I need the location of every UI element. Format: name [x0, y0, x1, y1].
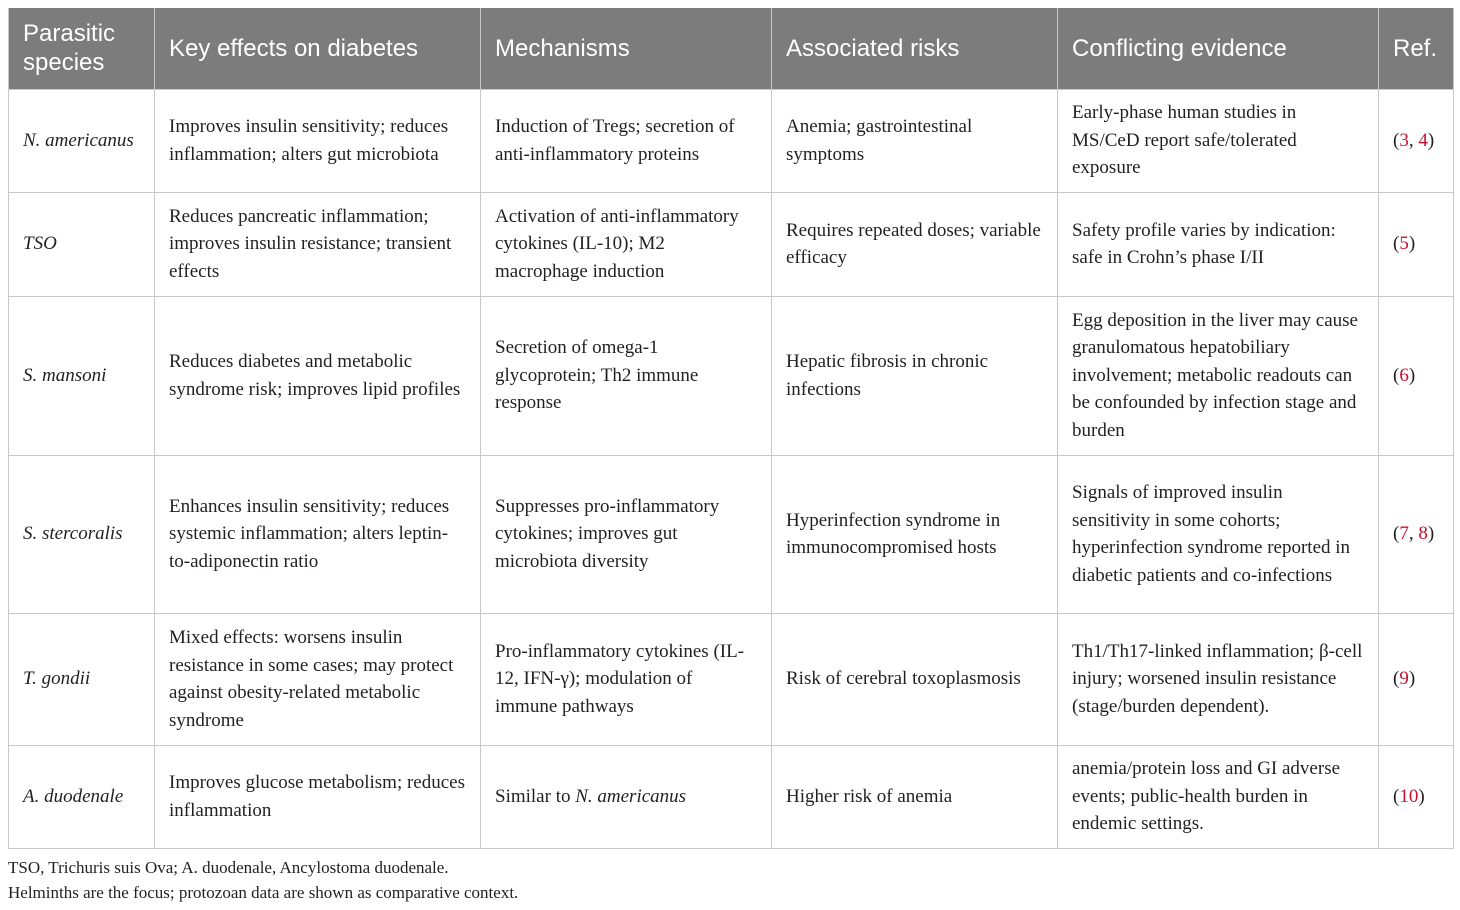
mechanisms-cell: [481, 745, 772, 848]
header-ref: Ref.: [1379, 8, 1454, 89]
table-footnotes: [8, 855, 518, 905]
header-species: Parasitic species: [9, 8, 155, 89]
table-row: [9, 745, 1454, 848]
reference-link[interactable]: 8: [1418, 523, 1428, 545]
parasite-diabetes-table: [8, 8, 1454, 849]
ref-cell: (5): [1379, 192, 1454, 296]
ref-cell: (10): [1379, 745, 1454, 848]
mechanisms-cell: [481, 613, 772, 745]
table-row: [9, 192, 1454, 296]
effects-cell: Improves insulin sensitivity; reduces inflammation; alters gut microbiota: [155, 89, 481, 192]
species-cell: A. duodenale: [9, 745, 155, 848]
header-effects: Key effects on diabetes: [155, 8, 481, 89]
reference-link[interactable]: 7: [1399, 523, 1409, 545]
evidence-cell: Safety profile varies by indication: safe in Crohn’s phase I/II: [1058, 192, 1379, 296]
header-mechanisms: Mechanisms: [481, 8, 772, 89]
table-row: [9, 455, 1454, 613]
reference-link[interactable]: 9: [1399, 668, 1409, 690]
evidence-cell: anemia/protein loss and GI adverse events; public-health burden in endemic settings.: [1058, 745, 1379, 848]
effects-cell: Improves glucose metabolism; reduces inflammation: [155, 745, 481, 848]
mechanism-text: N. americanus: [575, 785, 687, 807]
effects-cell: Reduces pancreatic inflammation; improves insulin resistance; transient effects: [155, 192, 481, 296]
reference-link[interactable]: 3: [1399, 129, 1409, 151]
table-row: [9, 296, 1454, 455]
mechanism-text: Similar to: [495, 785, 576, 807]
species-cell: S. stercoralis: [9, 455, 155, 613]
table-row: [9, 613, 1454, 745]
evidence-cell: Th1/Th17-linked inflammation; β-cell injury; worsened insulin resistance (stage/burden dependent).: [1058, 613, 1379, 745]
mechanism-text: Secretion of omega-1 glycoprotein; Th2 immune response: [495, 337, 699, 414]
evidence-cell: Egg deposition in the liver may cause granulomatous hepatobiliary involvement; metabolic readouts can be confounded by infection stage and burden: [1058, 296, 1379, 455]
mechanisms-cell: [481, 455, 772, 613]
ref-cell: (9): [1379, 613, 1454, 745]
ref-cell: (3, 4): [1379, 89, 1454, 192]
risks-cell: Higher risk of anemia: [772, 745, 1058, 848]
mechanism-text: Activation of anti-inflammatory cytokines (IL-10); M2 macrophage induction: [495, 205, 739, 282]
risks-cell: Requires repeated doses; variable efficacy: [772, 192, 1058, 296]
reference-link[interactable]: 4: [1418, 129, 1428, 151]
effects-cell: Mixed effects: worsens insulin resistance in some cases; may protect against obesity-related metabolic syndrome: [155, 613, 481, 745]
mechanisms-cell: [481, 89, 772, 192]
footnote: TSO, Trichuris suis Ova; A. duodenale, Ancylostoma duodenale.: [8, 858, 449, 877]
evidence-cell: Early-phase human studies in MS/CeD report safe/tolerated exposure: [1058, 89, 1379, 192]
risks-cell: Anemia; gastrointestinal symptoms: [772, 89, 1058, 192]
ref-cell: (6): [1379, 296, 1454, 455]
species-cell: N. americanus: [9, 89, 155, 192]
reference-link[interactable]: 10: [1399, 785, 1419, 807]
header-evidence: Conflicting evidence: [1058, 8, 1379, 89]
table-row: [9, 89, 1454, 192]
risks-cell: Hyperinfection syndrome in immunocompromised hosts: [772, 455, 1058, 613]
effects-cell: Enhances insulin sensitivity; reduces systemic inflammation; alters leptin-to-adiponectin ratio: [155, 455, 481, 613]
mechanisms-cell: [481, 296, 772, 455]
header-row: [9, 8, 1454, 89]
risks-cell: Hepatic fibrosis in chronic infections: [772, 296, 1058, 455]
ref-cell: (7, 8): [1379, 455, 1454, 613]
reference-link[interactable]: 6: [1399, 364, 1409, 386]
footnote: Helminths are the focus; protozoan data are shown as comparative context.: [8, 883, 519, 902]
mechanisms-cell: [481, 192, 772, 296]
effects-cell: Reduces diabetes and metabolic syndrome risk; improves lipid profiles: [155, 296, 481, 455]
risks-cell: Risk of cerebral toxoplasmosis: [772, 613, 1058, 745]
header-risks: Associated risks: [772, 8, 1058, 89]
mechanism-text: Suppresses pro-inflammatory cytokines; improves gut microbiota diversity: [495, 495, 720, 572]
reference-link[interactable]: 5: [1399, 233, 1409, 255]
species-cell: TSO: [9, 192, 155, 296]
mechanism-text: Pro-inflammatory cytokines (IL-12, IFN-γ); modulation of immune pathways: [495, 640, 745, 717]
mechanism-text: Induction of Tregs; secretion of anti-inflammatory proteins: [495, 116, 735, 165]
species-cell: S. mansoni: [9, 296, 155, 455]
evidence-cell: Signals of improved insulin sensitivity in some cohorts; hyperinfection syndrome reported in diabetic patients and co-infections: [1058, 455, 1379, 613]
species-cell: T. gondii: [9, 613, 155, 745]
